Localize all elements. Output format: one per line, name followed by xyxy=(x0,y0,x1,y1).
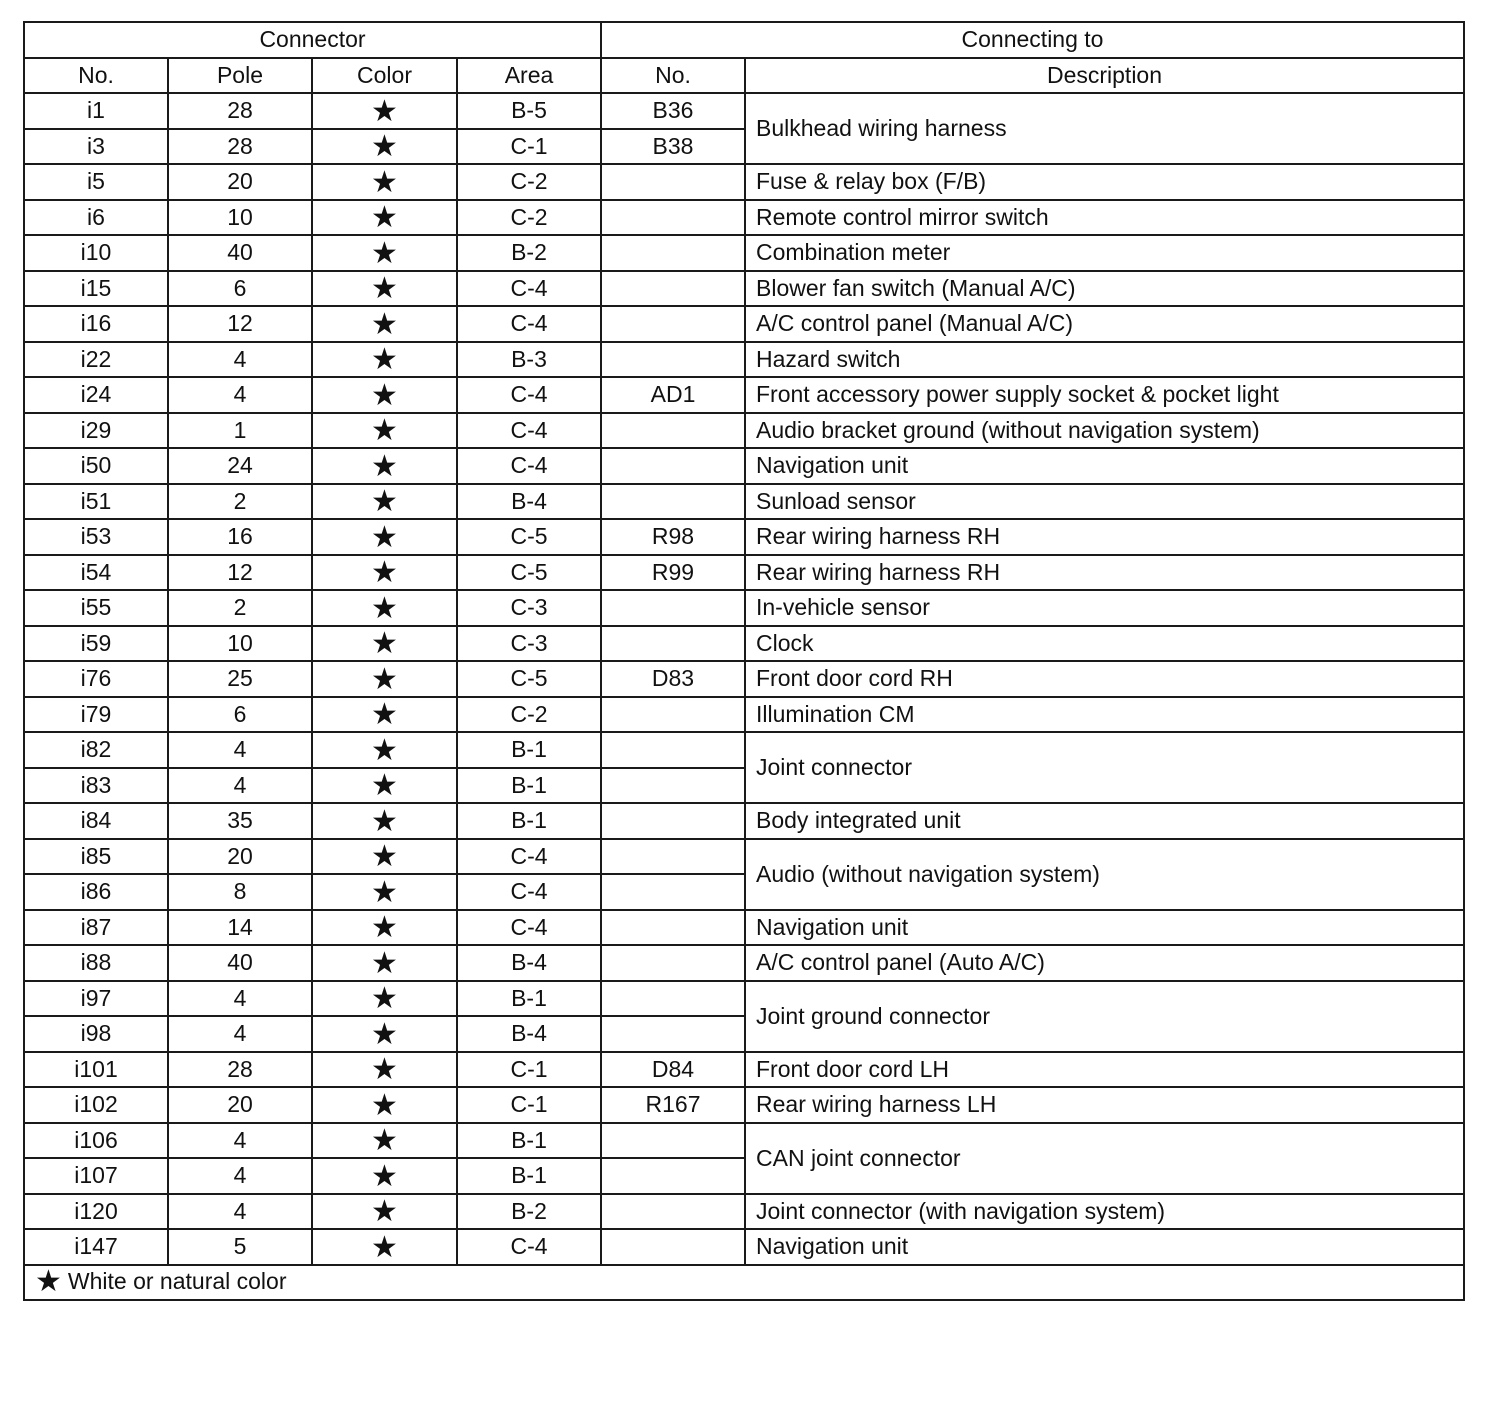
cell-area: B-1 xyxy=(457,981,601,1017)
cell-pole: 28 xyxy=(168,1052,312,1088)
header-col-color: Color xyxy=(312,58,457,94)
cell-area: B-1 xyxy=(457,803,601,839)
cell-area: C-4 xyxy=(457,1229,601,1265)
cell-description: Clock xyxy=(745,626,1464,662)
cell-area: B-4 xyxy=(457,484,601,520)
cell-color xyxy=(312,874,457,910)
star-icon: ★ xyxy=(371,449,398,483)
star-icon: ★ xyxy=(371,307,398,341)
cell-description: Joint connector xyxy=(745,732,1464,803)
cell-connecting-no xyxy=(601,803,745,839)
legend-row xyxy=(24,1265,1464,1301)
cell-connector-no: i87 xyxy=(24,910,168,946)
cell-connecting-no xyxy=(601,945,745,981)
cell-connecting-no xyxy=(601,768,745,804)
cell-pole: 4 xyxy=(168,1158,312,1194)
cell-connector-no: i97 xyxy=(24,981,168,1017)
cell-connector-no: i107 xyxy=(24,1158,168,1194)
table-row xyxy=(24,981,1464,1017)
cell-color xyxy=(312,93,457,129)
cell-connector-no: i6 xyxy=(24,200,168,236)
cell-color xyxy=(312,661,457,697)
table-row xyxy=(24,1052,1464,1088)
star-icon: ★ xyxy=(371,1124,398,1158)
star-icon: ★ xyxy=(371,201,398,235)
cell-pole: 20 xyxy=(168,1087,312,1123)
cell-connecting-no xyxy=(601,306,745,342)
cell-description: Navigation unit xyxy=(745,1229,1464,1265)
cell-connecting-no: B38 xyxy=(601,129,745,165)
cell-connecting-no: D84 xyxy=(601,1052,745,1088)
cell-connecting-no xyxy=(601,839,745,875)
table-row xyxy=(24,164,1464,200)
cell-connector-no: i98 xyxy=(24,1016,168,1052)
connector-table-wrapper xyxy=(23,21,1465,1301)
table-row xyxy=(24,413,1464,449)
cell-area: B-1 xyxy=(457,732,601,768)
cell-pole: 40 xyxy=(168,235,312,271)
cell-pole: 28 xyxy=(168,93,312,129)
cell-color xyxy=(312,448,457,484)
star-icon: ★ xyxy=(371,911,398,945)
cell-color xyxy=(312,803,457,839)
star-icon: ★ xyxy=(371,556,398,590)
cell-connecting-no: B36 xyxy=(601,93,745,129)
star-icon: ★ xyxy=(371,591,398,625)
cell-pole: 6 xyxy=(168,271,312,307)
cell-pole: 16 xyxy=(168,519,312,555)
cell-pole: 14 xyxy=(168,910,312,946)
cell-connecting-no xyxy=(601,910,745,946)
cell-pole: 4 xyxy=(168,342,312,378)
cell-description: Bulkhead wiring harness xyxy=(745,93,1464,164)
cell-connecting-no xyxy=(601,413,745,449)
table-row xyxy=(24,945,1464,981)
legend-cell xyxy=(24,1265,1464,1301)
star-icon: ★ xyxy=(371,698,398,732)
cell-area: B-2 xyxy=(457,235,601,271)
star-icon: ★ xyxy=(371,1088,398,1122)
cell-connector-no: i10 xyxy=(24,235,168,271)
cell-area: C-4 xyxy=(457,271,601,307)
cell-color xyxy=(312,1087,457,1123)
cell-connector-no: i53 xyxy=(24,519,168,555)
table-row xyxy=(24,732,1464,768)
star-icon: ★ xyxy=(371,733,398,767)
cell-area: C-1 xyxy=(457,1052,601,1088)
star-icon: ★ xyxy=(371,875,398,909)
cell-color xyxy=(312,555,457,591)
cell-connector-no: i120 xyxy=(24,1194,168,1230)
header-col-description: Description xyxy=(745,58,1464,94)
cell-description: Fuse & relay box (F/B) xyxy=(745,164,1464,200)
cell-connector-no: i15 xyxy=(24,271,168,307)
cell-description: Front door cord LH xyxy=(745,1052,1464,1088)
cell-connecting-no: R167 xyxy=(601,1087,745,1123)
cell-pole: 40 xyxy=(168,945,312,981)
cell-area: C-4 xyxy=(457,839,601,875)
table-row xyxy=(24,590,1464,626)
table-body xyxy=(24,93,1464,1265)
cell-connecting-no: D83 xyxy=(601,661,745,697)
cell-pole: 10 xyxy=(168,626,312,662)
cell-description: Rear wiring harness RH xyxy=(745,519,1464,555)
star-icon: ★ xyxy=(371,982,398,1016)
cell-area: C-1 xyxy=(457,129,601,165)
cell-pole: 12 xyxy=(168,555,312,591)
cell-connecting-no xyxy=(601,271,745,307)
cell-description: Rear wiring harness LH xyxy=(745,1087,1464,1123)
cell-description: Rear wiring harness RH xyxy=(745,555,1464,591)
cell-pole: 5 xyxy=(168,1229,312,1265)
cell-area: B-3 xyxy=(457,342,601,378)
cell-color xyxy=(312,1016,457,1052)
cell-pole: 10 xyxy=(168,200,312,236)
cell-pole: 25 xyxy=(168,661,312,697)
table-header xyxy=(24,22,1464,93)
cell-color xyxy=(312,910,457,946)
table-row xyxy=(24,661,1464,697)
cell-connecting-no xyxy=(601,697,745,733)
table-row xyxy=(24,377,1464,413)
table-row xyxy=(24,697,1464,733)
cell-area: B-1 xyxy=(457,1123,601,1159)
cell-color xyxy=(312,697,457,733)
cell-color xyxy=(312,200,457,236)
cell-color xyxy=(312,306,457,342)
cell-connecting-no: AD1 xyxy=(601,377,745,413)
table-row xyxy=(24,555,1464,591)
table-row xyxy=(24,342,1464,378)
cell-color xyxy=(312,1158,457,1194)
table-row xyxy=(24,1194,1464,1230)
star-icon: ★ xyxy=(371,946,398,980)
cell-color xyxy=(312,945,457,981)
cell-connector-no: i84 xyxy=(24,803,168,839)
cell-connector-no: i101 xyxy=(24,1052,168,1088)
cell-connecting-no xyxy=(601,164,745,200)
cell-description: Front accessory power supply socket & pocket light xyxy=(745,377,1464,413)
cell-connector-no: i3 xyxy=(24,129,168,165)
table-row xyxy=(24,626,1464,662)
cell-description: Combination meter xyxy=(745,235,1464,271)
cell-description: Remote control mirror switch xyxy=(745,200,1464,236)
cell-area: B-4 xyxy=(457,945,601,981)
header-group-row xyxy=(24,22,1464,58)
legend-text: White or natural color xyxy=(67,1268,287,1295)
cell-pole: 4 xyxy=(168,1123,312,1159)
cell-area: C-2 xyxy=(457,697,601,733)
cell-connector-no: i55 xyxy=(24,590,168,626)
cell-pole: 2 xyxy=(168,484,312,520)
star-icon: ★ xyxy=(371,1230,398,1264)
table-row xyxy=(24,1123,1464,1159)
star-icon: ★ xyxy=(371,627,398,661)
cell-color xyxy=(312,1123,457,1159)
star-icon: ★ xyxy=(371,236,398,270)
cell-pole: 35 xyxy=(168,803,312,839)
star-icon: ★ xyxy=(371,343,398,377)
cell-color xyxy=(312,342,457,378)
cell-connector-no: i24 xyxy=(24,377,168,413)
cell-pole: 12 xyxy=(168,306,312,342)
cell-color xyxy=(312,235,457,271)
table-row xyxy=(24,93,1464,129)
cell-color xyxy=(312,377,457,413)
star-icon: ★ xyxy=(371,1159,398,1193)
cell-area: B-1 xyxy=(457,768,601,804)
table-row xyxy=(24,200,1464,236)
cell-connecting-no: R98 xyxy=(601,519,745,555)
cell-connector-no: i1 xyxy=(24,93,168,129)
cell-area: B-5 xyxy=(457,93,601,129)
cell-pole: 20 xyxy=(168,164,312,200)
cell-area: C-4 xyxy=(457,306,601,342)
cell-pole: 4 xyxy=(168,1016,312,1052)
cell-description: Navigation unit xyxy=(745,910,1464,946)
cell-connector-no: i102 xyxy=(24,1087,168,1123)
cell-area: C-5 xyxy=(457,661,601,697)
header-col-no: No. xyxy=(24,58,168,94)
star-icon: ★ xyxy=(371,272,398,306)
star-icon: ★ xyxy=(371,840,398,874)
cell-area: C-1 xyxy=(457,1087,601,1123)
cell-description: Body integrated unit xyxy=(745,803,1464,839)
cell-description: Blower fan switch (Manual A/C) xyxy=(745,271,1464,307)
cell-pole: 8 xyxy=(168,874,312,910)
cell-connector-no: i82 xyxy=(24,732,168,768)
cell-description: A/C control panel (Manual A/C) xyxy=(745,306,1464,342)
table-row xyxy=(24,484,1464,520)
cell-area: C-3 xyxy=(457,626,601,662)
cell-color xyxy=(312,981,457,1017)
cell-area: B-4 xyxy=(457,1016,601,1052)
cell-connector-no: i106 xyxy=(24,1123,168,1159)
table-row xyxy=(24,519,1464,555)
header-col-to-no: No. xyxy=(601,58,745,94)
cell-pole: 4 xyxy=(168,1194,312,1230)
cell-description: In-vehicle sensor xyxy=(745,590,1464,626)
header-column-row xyxy=(24,58,1464,94)
cell-color xyxy=(312,413,457,449)
table-row xyxy=(24,448,1464,484)
cell-connecting-no xyxy=(601,1016,745,1052)
cell-pole: 2 xyxy=(168,590,312,626)
cell-description: Joint ground connector xyxy=(745,981,1464,1052)
cell-color xyxy=(312,590,457,626)
cell-connecting-no xyxy=(601,732,745,768)
cell-connecting-no xyxy=(601,342,745,378)
table-row xyxy=(24,1229,1464,1265)
cell-pole: 1 xyxy=(168,413,312,449)
table-row xyxy=(24,839,1464,875)
header-group-connector: Connector xyxy=(24,22,601,58)
cell-connecting-no xyxy=(601,200,745,236)
cell-color xyxy=(312,1194,457,1230)
header-col-pole: Pole xyxy=(168,58,312,94)
star-icon: ★ xyxy=(35,1265,62,1299)
cell-pole: 6 xyxy=(168,697,312,733)
star-icon: ★ xyxy=(371,1053,398,1087)
cell-color xyxy=(312,519,457,555)
cell-pole: 28 xyxy=(168,129,312,165)
cell-connector-no: i83 xyxy=(24,768,168,804)
star-icon: ★ xyxy=(371,1017,398,1051)
table-row xyxy=(24,271,1464,307)
star-icon: ★ xyxy=(371,662,398,696)
star-icon: ★ xyxy=(371,378,398,412)
cell-connecting-no xyxy=(601,235,745,271)
cell-color xyxy=(312,626,457,662)
table-row xyxy=(24,235,1464,271)
table-footer xyxy=(24,1265,1464,1301)
cell-connector-no: i16 xyxy=(24,306,168,342)
cell-area: C-5 xyxy=(457,519,601,555)
cell-area: C-4 xyxy=(457,448,601,484)
star-icon: ★ xyxy=(371,769,398,803)
cell-pole: 4 xyxy=(168,981,312,1017)
cell-description: Audio (without navigation system) xyxy=(745,839,1464,910)
cell-description: Navigation unit xyxy=(745,448,1464,484)
cell-area: C-4 xyxy=(457,377,601,413)
cell-pole: 4 xyxy=(168,768,312,804)
cell-description: CAN joint connector xyxy=(745,1123,1464,1194)
cell-connector-no: i5 xyxy=(24,164,168,200)
cell-connecting-no xyxy=(601,1229,745,1265)
cell-area: C-5 xyxy=(457,555,601,591)
star-icon: ★ xyxy=(371,1195,398,1229)
cell-description: Hazard switch xyxy=(745,342,1464,378)
cell-description: Audio bracket ground (without navigation system) xyxy=(745,413,1464,449)
cell-color xyxy=(312,164,457,200)
cell-color xyxy=(312,271,457,307)
cell-connecting-no xyxy=(601,874,745,910)
cell-area: B-1 xyxy=(457,1158,601,1194)
header-col-area: Area xyxy=(457,58,601,94)
cell-connector-no: i88 xyxy=(24,945,168,981)
cell-connector-no: i29 xyxy=(24,413,168,449)
cell-description: Illumination CM xyxy=(745,697,1464,733)
cell-connector-no: i76 xyxy=(24,661,168,697)
cell-color xyxy=(312,484,457,520)
cell-color xyxy=(312,1229,457,1265)
cell-area: C-3 xyxy=(457,590,601,626)
cell-area: C-2 xyxy=(457,164,601,200)
cell-connecting-no xyxy=(601,484,745,520)
cell-connecting-no xyxy=(601,1194,745,1230)
cell-connector-no: i51 xyxy=(24,484,168,520)
cell-area: C-4 xyxy=(457,910,601,946)
star-icon: ★ xyxy=(371,804,398,838)
cell-color xyxy=(312,839,457,875)
cell-pole: 4 xyxy=(168,377,312,413)
cell-description: Front door cord RH xyxy=(745,661,1464,697)
cell-description: Joint connector (with navigation system) xyxy=(745,1194,1464,1230)
cell-connector-no: i50 xyxy=(24,448,168,484)
cell-area: C-4 xyxy=(457,874,601,910)
cell-pole: 24 xyxy=(168,448,312,484)
star-icon: ★ xyxy=(371,94,398,128)
star-icon: ★ xyxy=(371,165,398,199)
cell-connector-no: i86 xyxy=(24,874,168,910)
cell-connector-no: i147 xyxy=(24,1229,168,1265)
cell-connector-no: i79 xyxy=(24,697,168,733)
star-icon: ★ xyxy=(371,130,398,164)
cell-connecting-no xyxy=(601,1123,745,1159)
cell-connecting-no xyxy=(601,626,745,662)
cell-color xyxy=(312,732,457,768)
cell-connector-no: i59 xyxy=(24,626,168,662)
cell-area: C-4 xyxy=(457,413,601,449)
cell-connecting-no xyxy=(601,1158,745,1194)
cell-connecting-no xyxy=(601,981,745,1017)
cell-description: A/C control panel (Auto A/C) xyxy=(745,945,1464,981)
cell-pole: 20 xyxy=(168,839,312,875)
connector-table xyxy=(23,21,1465,1301)
star-icon: ★ xyxy=(371,485,398,519)
table-row xyxy=(24,803,1464,839)
table-row xyxy=(24,910,1464,946)
header-group-connecting-to: Connecting to xyxy=(601,22,1464,58)
star-icon: ★ xyxy=(371,520,398,554)
table-row xyxy=(24,306,1464,342)
cell-color xyxy=(312,768,457,804)
cell-pole: 4 xyxy=(168,732,312,768)
cell-description: Sunload sensor xyxy=(745,484,1464,520)
cell-color xyxy=(312,129,457,165)
cell-connecting-no xyxy=(601,448,745,484)
cell-connecting-no: R99 xyxy=(601,555,745,591)
star-icon: ★ xyxy=(371,414,398,448)
cell-color xyxy=(312,1052,457,1088)
cell-connector-no: i85 xyxy=(24,839,168,875)
cell-connector-no: i54 xyxy=(24,555,168,591)
table-row xyxy=(24,1087,1464,1123)
cell-connecting-no xyxy=(601,590,745,626)
cell-connector-no: i22 xyxy=(24,342,168,378)
cell-area: C-2 xyxy=(457,200,601,236)
cell-area: B-2 xyxy=(457,1194,601,1230)
